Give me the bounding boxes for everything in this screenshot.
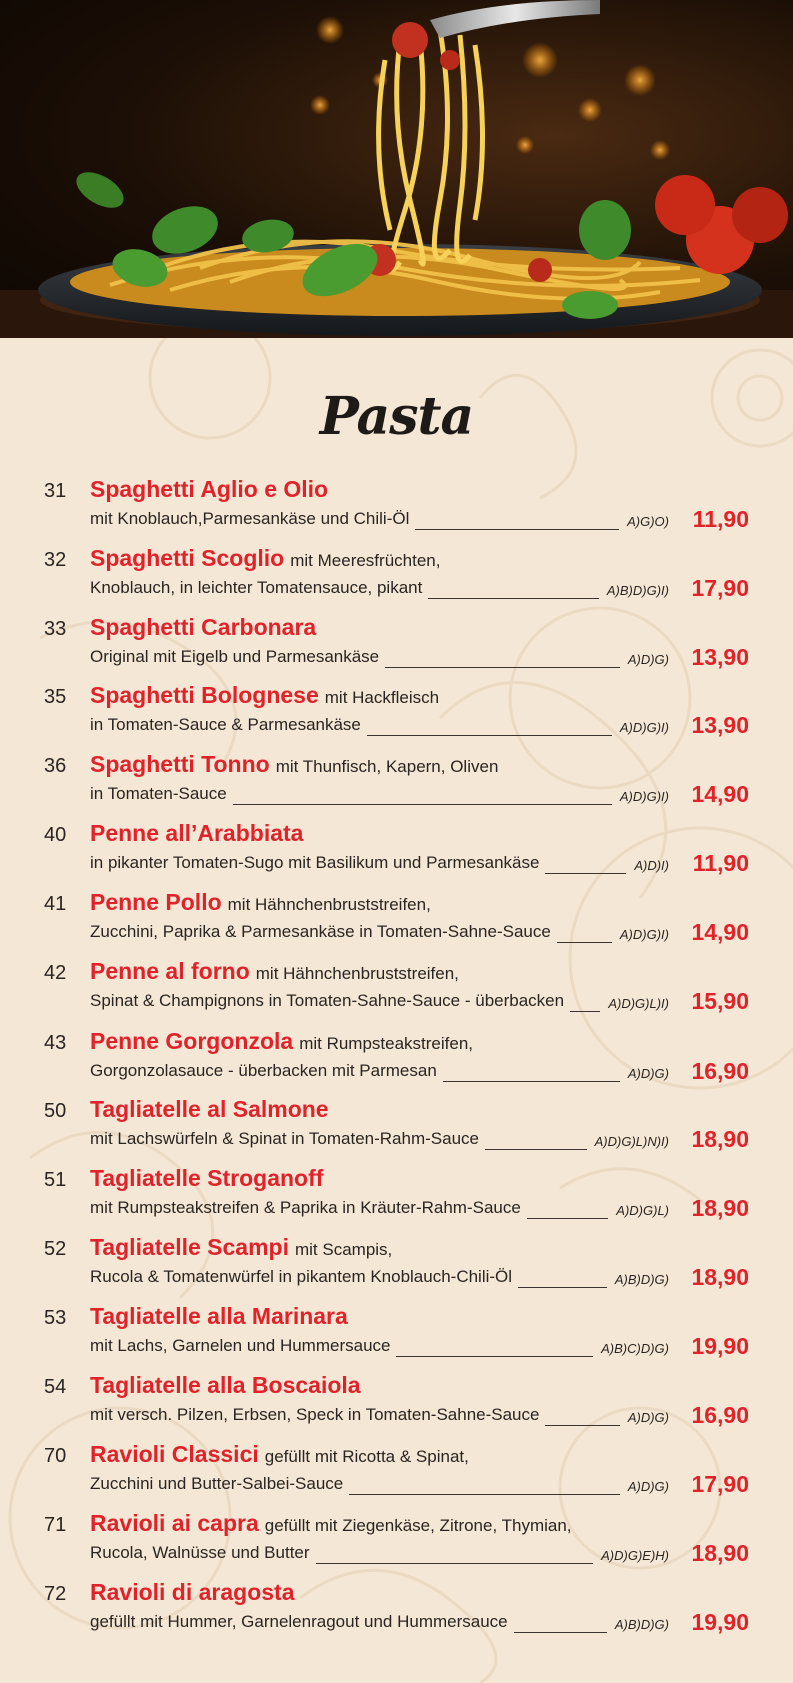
item-heading — [90, 682, 439, 709]
leader-line — [514, 1614, 607, 1633]
item-price: 19,90 — [691, 1609, 749, 1635]
menu-item — [0, 1579, 793, 1645]
item-name: Tagliatelle alla Boscaiola — [90, 1372, 361, 1398]
item-price: 18,90 — [691, 1264, 749, 1290]
item-heading — [90, 1510, 572, 1537]
item-number: 52 — [44, 1238, 67, 1260]
item-allergens: A)D)I) — [634, 858, 669, 873]
item-number: 72 — [44, 1583, 67, 1605]
item-description-start: mit Thunfisch, Kapern, Oliven — [275, 757, 499, 776]
item-price: 16,90 — [691, 1058, 749, 1084]
menu-item — [0, 820, 793, 886]
item-allergens: A)D)G) — [627, 1066, 669, 1081]
item-allergens: A)D)G)I) — [619, 789, 669, 804]
item-price: 11,90 — [692, 850, 749, 876]
item-description-start: gefüllt mit Ziegenkäse, Zitrone, Thymian, — [264, 1516, 572, 1535]
item-price: 14,90 — [691, 919, 749, 945]
item-number: 53 — [44, 1307, 67, 1329]
item-name: Ravioli ai capra — [90, 1510, 259, 1536]
item-allergens: A)D)G) — [627, 1410, 669, 1425]
item-name: Tagliatelle Stroganoff — [90, 1165, 324, 1191]
item-allergens: A)D)G)L)N)I) — [594, 1134, 669, 1149]
item-heading — [90, 1165, 323, 1192]
item-heading — [90, 820, 303, 847]
item-description: mit versch. Pilzen, Erbsen, Speck in Tomaten-Sahne-Sauce — [90, 1405, 540, 1424]
leader-line — [349, 1476, 620, 1495]
menu-item — [0, 476, 793, 542]
leader-line — [527, 1200, 608, 1219]
leader-line — [557, 924, 612, 943]
item-price: 13,90 — [691, 712, 749, 738]
item-description: Zucchini, Paprika & Parmesankäse in Tomaten-Sahne-Sauce — [90, 922, 551, 941]
item-number: 33 — [44, 618, 67, 640]
item-description-start: mit Rumpsteakstreifen, — [299, 1034, 474, 1053]
section-title: Pasta — [319, 386, 474, 447]
item-description: mit Rumpsteakstreifen & Paprika in Kräuter-Rahm-Sauce — [90, 1198, 521, 1217]
item-description-start: mit Hähnchenbruststreifen, — [255, 964, 459, 983]
item-allergens: A)B)D)G) — [614, 1272, 669, 1287]
item-number: 41 — [44, 893, 67, 915]
item-price: 17,90 — [691, 1471, 749, 1497]
item-name: Spaghetti Carbonara — [90, 614, 317, 640]
leader-line — [428, 580, 599, 599]
hero-pasta-photo — [0, 0, 793, 338]
item-name: Ravioli Classici — [90, 1441, 259, 1467]
item-allergens: A)G)O) — [627, 514, 669, 529]
menu-item — [0, 1028, 793, 1094]
item-heading — [90, 958, 459, 985]
item-description: Zucchini und Butter-Salbei-Sauce — [90, 1474, 344, 1493]
leader-line — [316, 1545, 593, 1564]
item-heading — [90, 476, 328, 503]
item-heading — [90, 1096, 329, 1123]
item-description: Knoblauch, in leichter Tomatensauce, pikant — [90, 578, 423, 597]
item-name: Tagliatelle Scampi — [90, 1234, 289, 1260]
item-heading — [90, 614, 316, 641]
item-price: 18,90 — [691, 1195, 749, 1221]
item-heading — [90, 751, 498, 778]
item-description: in Tomaten-Sauce & Parmesankäse — [90, 715, 361, 734]
item-number: 42 — [44, 962, 67, 984]
item-allergens: A)D)G)L) — [616, 1203, 669, 1218]
item-name: Penne Gorgonzola — [90, 1028, 294, 1054]
item-price: 18,90 — [691, 1540, 749, 1566]
item-number: 32 — [44, 549, 67, 571]
menu-item — [0, 614, 793, 680]
item-number: 36 — [44, 755, 67, 777]
menu-section — [0, 338, 793, 1683]
item-number: 51 — [44, 1169, 67, 1191]
item-name: Tagliatelle alla Marinara — [90, 1303, 348, 1329]
item-description-start: gefüllt mit Ricotta & Spinat, — [264, 1447, 469, 1466]
item-heading — [90, 889, 431, 916]
menu-item — [0, 958, 793, 1024]
item-description: gefüllt mit Hummer, Garnelenragout und Hummersauce — [90, 1612, 508, 1631]
menu-item — [0, 545, 793, 611]
menu-item — [0, 1372, 793, 1438]
item-number: 31 — [44, 480, 67, 502]
leader-line — [545, 1407, 620, 1426]
item-name: Penne al forno — [90, 958, 250, 984]
leader-line — [396, 1338, 593, 1357]
leader-line — [485, 1131, 587, 1150]
item-allergens: A)B)C)D)G) — [601, 1341, 669, 1356]
item-description-start: mit Hähnchenbruststreifen, — [227, 895, 431, 914]
item-price: 16,90 — [691, 1402, 749, 1428]
item-name: Spaghetti Aglio e Olio — [90, 476, 329, 502]
menu-item — [0, 1096, 793, 1162]
item-description-start: mit Hackfleisch — [324, 688, 440, 707]
menu-item — [0, 1441, 793, 1507]
item-description: in Tomaten-Sauce — [90, 784, 227, 803]
item-description: mit Knoblauch,Parmesankäse und Chili-Öl — [90, 509, 410, 528]
item-number: 40 — [44, 824, 67, 846]
item-number: 35 — [44, 686, 67, 708]
item-name: Penne Pollo — [90, 889, 222, 915]
item-allergens: A)D)G) — [627, 652, 669, 667]
menu-item — [0, 751, 793, 817]
item-number: 71 — [44, 1514, 67, 1536]
item-description: mit Lachs, Garnelen und Hummersauce — [90, 1336, 391, 1355]
item-price: 11,90 — [692, 506, 749, 532]
leader-line — [367, 717, 612, 736]
item-heading — [90, 1234, 392, 1261]
leader-line — [443, 1063, 620, 1082]
leader-line — [415, 511, 619, 530]
item-name: Penne all’Arabbiata — [90, 820, 304, 846]
item-allergens: A)D)G)L)I) — [608, 996, 669, 1011]
leader-line — [233, 786, 612, 805]
item-number: 43 — [44, 1032, 67, 1054]
menu-item — [0, 1510, 793, 1576]
item-heading — [90, 1303, 348, 1330]
menu-item — [0, 1303, 793, 1369]
item-description: Original mit Eigelb und Parmesankäse — [90, 647, 380, 666]
leader-line — [570, 993, 600, 1012]
item-heading — [90, 545, 440, 572]
item-allergens: A)D)G) — [627, 1479, 669, 1494]
item-number: 54 — [44, 1376, 67, 1398]
item-heading — [90, 1441, 469, 1468]
item-heading — [90, 1028, 473, 1055]
item-description: in pikanter Tomaten-Sugo mit Basilikum und Parmesankäse — [90, 853, 540, 872]
item-description: mit Lachswürfeln & Spinat in Tomaten-Rahm-Sauce — [90, 1129, 479, 1148]
leader-line — [518, 1269, 607, 1288]
item-price: 15,90 — [691, 988, 749, 1014]
menu-item — [0, 1165, 793, 1231]
item-heading — [90, 1579, 295, 1606]
item-number: 70 — [44, 1445, 67, 1467]
item-heading — [90, 1372, 361, 1399]
item-allergens: A)B)D)G) — [614, 1617, 669, 1632]
item-description: Gorgonzolasauce - überbacken mit Parmesan — [90, 1061, 437, 1080]
item-allergens: A)D)G)I) — [619, 927, 669, 942]
spaghetti-illustration — [0, 0, 793, 338]
item-description: Rucola, Walnüsse und Butter — [90, 1543, 310, 1562]
item-name: Spaghetti Tonno — [90, 751, 270, 777]
item-allergens: A)B)D)G)I) — [606, 583, 669, 598]
menu-item — [0, 1234, 793, 1300]
item-price: 18,90 — [691, 1126, 749, 1152]
menu-item — [0, 682, 793, 748]
leader-line — [545, 855, 626, 874]
item-price: 14,90 — [691, 781, 749, 807]
item-name: Spaghetti Scoglio — [90, 545, 285, 571]
item-allergens: A)D)G)I) — [619, 720, 669, 735]
item-name: Tagliatelle al Salmone — [90, 1096, 329, 1122]
item-price: 13,90 — [691, 644, 749, 670]
item-price: 17,90 — [691, 575, 749, 601]
item-allergens: A)D)G)E)H) — [601, 1548, 669, 1563]
item-name: Spaghetti Bolognese — [90, 682, 319, 708]
item-description: Rucola & Tomatenwürfel in pikantem Knoblauch-Chili-Öl — [90, 1267, 513, 1286]
item-description-start: mit Meeresfrüchten, — [290, 551, 441, 570]
item-description: Spinat & Champignons in Tomaten-Sahne-Sauce - überbacken — [90, 991, 565, 1010]
item-price: 19,90 — [691, 1333, 749, 1359]
item-name: Ravioli di aragosta — [90, 1579, 295, 1605]
item-number: 50 — [44, 1100, 67, 1122]
menu-item — [0, 889, 793, 955]
leader-line — [385, 649, 620, 668]
item-description-start: mit Scampis, — [294, 1240, 393, 1259]
